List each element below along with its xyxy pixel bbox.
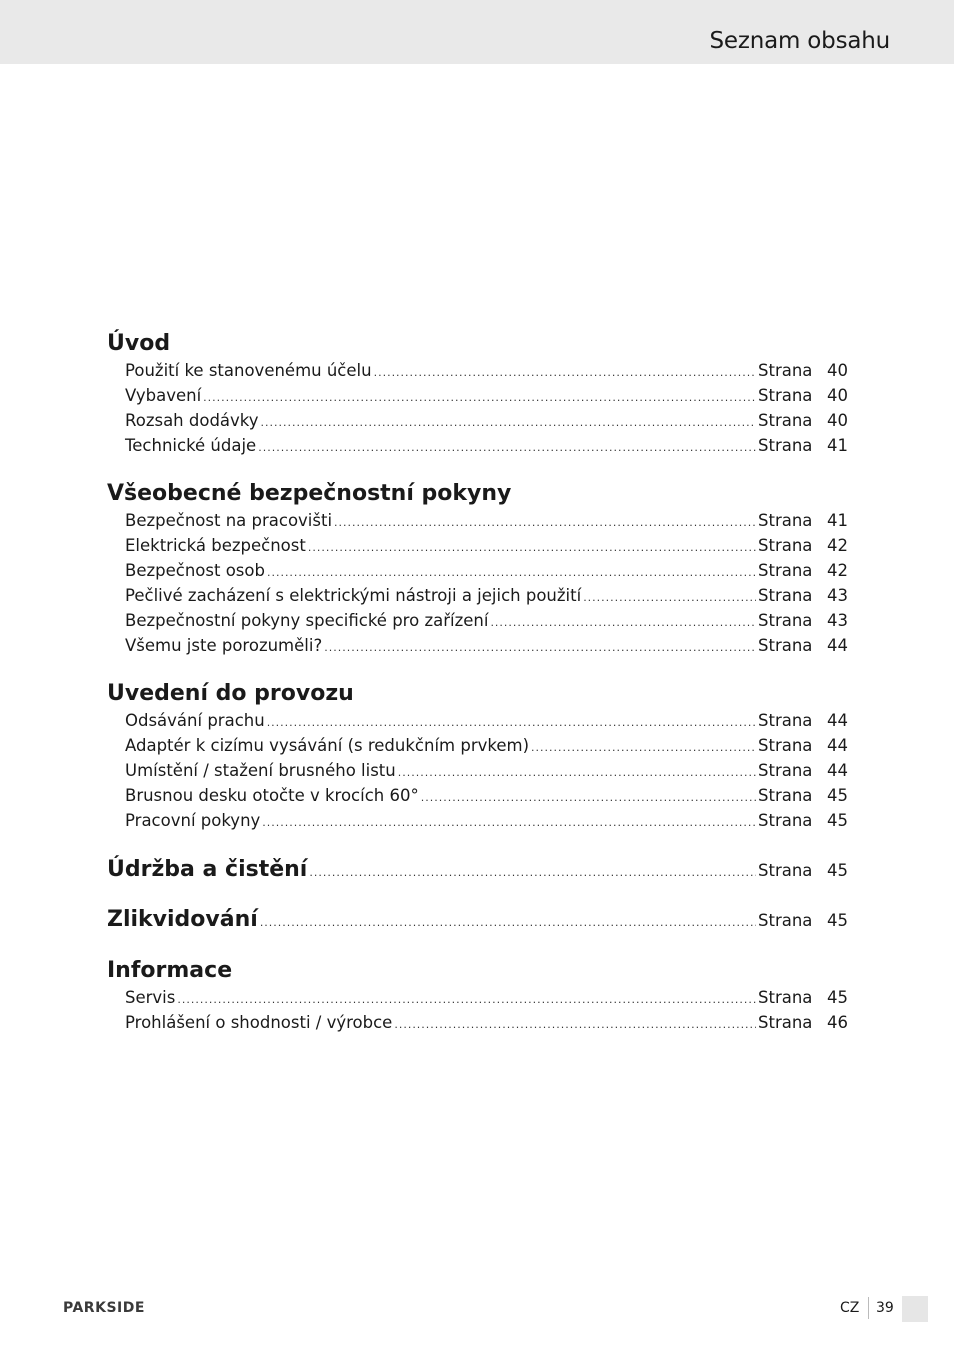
toc-entry-strana: Strana [758,536,813,555]
toc-entry-strana: Strana [758,636,813,655]
footer-divider [868,1297,869,1319]
header-band [0,0,954,64]
toc-entry-label: Všemu jste porozuměli? [125,636,323,655]
brand-logo: PARKSIDE [63,1300,145,1316]
toc-entry-page: 44 [827,711,848,730]
dot-leader [583,585,756,610]
toc-section-title: Uvedení do provozu [107,681,354,706]
toc-entry-strana: Strana [758,786,813,805]
dot-leader [267,560,756,585]
dot-leader [421,785,756,810]
toc-section-udrzba[interactable] [107,845,848,895]
toc-entry-label: Bezpečnost osob [125,561,265,580]
toc-entry[interactable] [125,533,848,558]
toc-entry-label: Technické údaje [125,436,257,455]
toc-entry-strana: Strana [758,611,813,630]
toc-entry-page: 44 [827,636,848,655]
dot-leader [398,760,756,785]
toc-entry-label: Elektrická bezpečnost [125,536,306,555]
dot-leader [531,735,756,760]
toc-entry[interactable] [125,508,848,533]
toc-entry-label: Adaptér k cizímu vysávání (s redukčním prvkem) [125,736,530,755]
toc-entry-page: 40 [827,386,848,405]
dot-leader [262,810,756,835]
toc-entry[interactable] [125,608,848,633]
dot-leader [261,410,756,435]
toc-entry-label: Rozsah dodávky [125,411,259,430]
toc-entry[interactable] [125,708,848,733]
toc-entry[interactable] [125,558,848,583]
toc-entry-strana: Strana [758,586,813,605]
toc-section-title: Informace [107,958,233,983]
dot-leader [394,1012,756,1037]
toc-section-bezpecnost [107,480,848,658]
toc-entry-strana: Strana [758,861,813,880]
toc-entry-strana: Strana [758,386,813,405]
toc-entry[interactable] [125,758,848,783]
dot-leader [177,987,756,1012]
toc-entry-strana: Strana [758,911,813,930]
toc-entry-page: 42 [827,536,848,555]
toc-entry-strana: Strana [758,736,813,755]
page-title: Seznam obsahu [709,28,890,54]
toc-entry-label: Bezpečnostní pokyny specifické pro zařízení [125,611,489,630]
dot-leader [203,385,756,410]
toc-entry-label: Pečlivé zacházení s elektrickými nástroji a jejich použití [125,586,582,605]
toc-entry-strana: Strana [758,811,813,830]
toc-section-likvidace[interactable] [107,895,848,945]
toc-entry-page: 40 [827,411,848,430]
toc-entry-page: 41 [827,511,848,530]
toc-entry[interactable] [125,808,848,833]
toc-section-title: Zlikvidování [107,907,258,932]
toc-entry-page: 44 [827,736,848,755]
toc-entry[interactable] [125,408,848,433]
toc-entry-page: 41 [827,436,848,455]
toc-entry-page: 46 [827,1013,848,1032]
toc-entry[interactable] [125,783,848,808]
toc-entry-page: 45 [827,911,848,930]
toc-entry-label: Umístění / stažení brusného listu [125,761,396,780]
toc-section-provoz [107,680,848,833]
footer-tab-block [902,1296,928,1322]
language-code: CZ [840,1300,860,1316]
toc-entry-page: 45 [827,861,848,880]
dot-leader [309,848,756,898]
dot-leader [308,535,756,560]
toc-entry-strana: Strana [758,561,813,580]
toc-section-title: Úvod [107,331,171,356]
toc-entry-strana: Strana [758,436,813,455]
toc-entry[interactable] [125,985,848,1010]
toc-entry-page: 43 [827,611,848,630]
toc-entry-page: 40 [827,361,848,380]
toc-entry-strana: Strana [758,511,813,530]
table-of-contents [107,330,848,1035]
toc-entry[interactable] [125,633,848,658]
toc-entry-page: 44 [827,761,848,780]
toc-entry[interactable] [125,358,848,383]
toc-section-informace [107,957,848,1035]
toc-entry-label: Brusnou desku otočte v krocích 60° [125,786,419,805]
toc-entry-label: Odsávání prachu [125,711,265,730]
toc-entry[interactable] [125,433,848,458]
toc-entry-page: 45 [827,786,848,805]
toc-entry-strana: Strana [758,711,813,730]
toc-section-title: Údržba a čistění [107,857,308,882]
dot-leader [324,635,756,660]
toc-section-uvod [107,330,848,458]
toc-entry-label: Použití ke stanovenému účelu [125,361,372,380]
toc-entry-page: 42 [827,561,848,580]
toc-entry[interactable] [125,383,848,408]
toc-entry[interactable] [125,733,848,758]
toc-entry-strana: Strana [758,988,813,1007]
toc-entry-strana: Strana [758,411,813,430]
dot-leader [258,435,756,460]
dot-leader [260,898,756,948]
toc-entry[interactable] [125,583,848,608]
page-number: 39 [876,1300,894,1316]
toc-entry-strana: Strana [758,761,813,780]
toc-entry-strana: Strana [758,1013,813,1032]
toc-entry-page: 45 [827,988,848,1007]
toc-entry-label: Servis [125,988,176,1007]
dot-leader [490,610,756,635]
dot-leader [334,510,756,535]
toc-entry-label: Pracovní pokyny [125,811,261,830]
toc-entry[interactable] [125,1010,848,1035]
toc-entry-label: Bezpečnost na pracovišti [125,511,333,530]
toc-entry-page: 45 [827,811,848,830]
toc-entry-label: Vybavení [125,386,202,405]
toc-entry-page: 43 [827,586,848,605]
toc-section-title: Všeobecné bezpečnostní pokyny [107,481,512,506]
toc-entry-strana: Strana [758,361,813,380]
dot-leader [374,360,756,385]
toc-entry-label: Prohlášení o shodnosti / výrobce [125,1013,393,1032]
dot-leader [267,710,756,735]
